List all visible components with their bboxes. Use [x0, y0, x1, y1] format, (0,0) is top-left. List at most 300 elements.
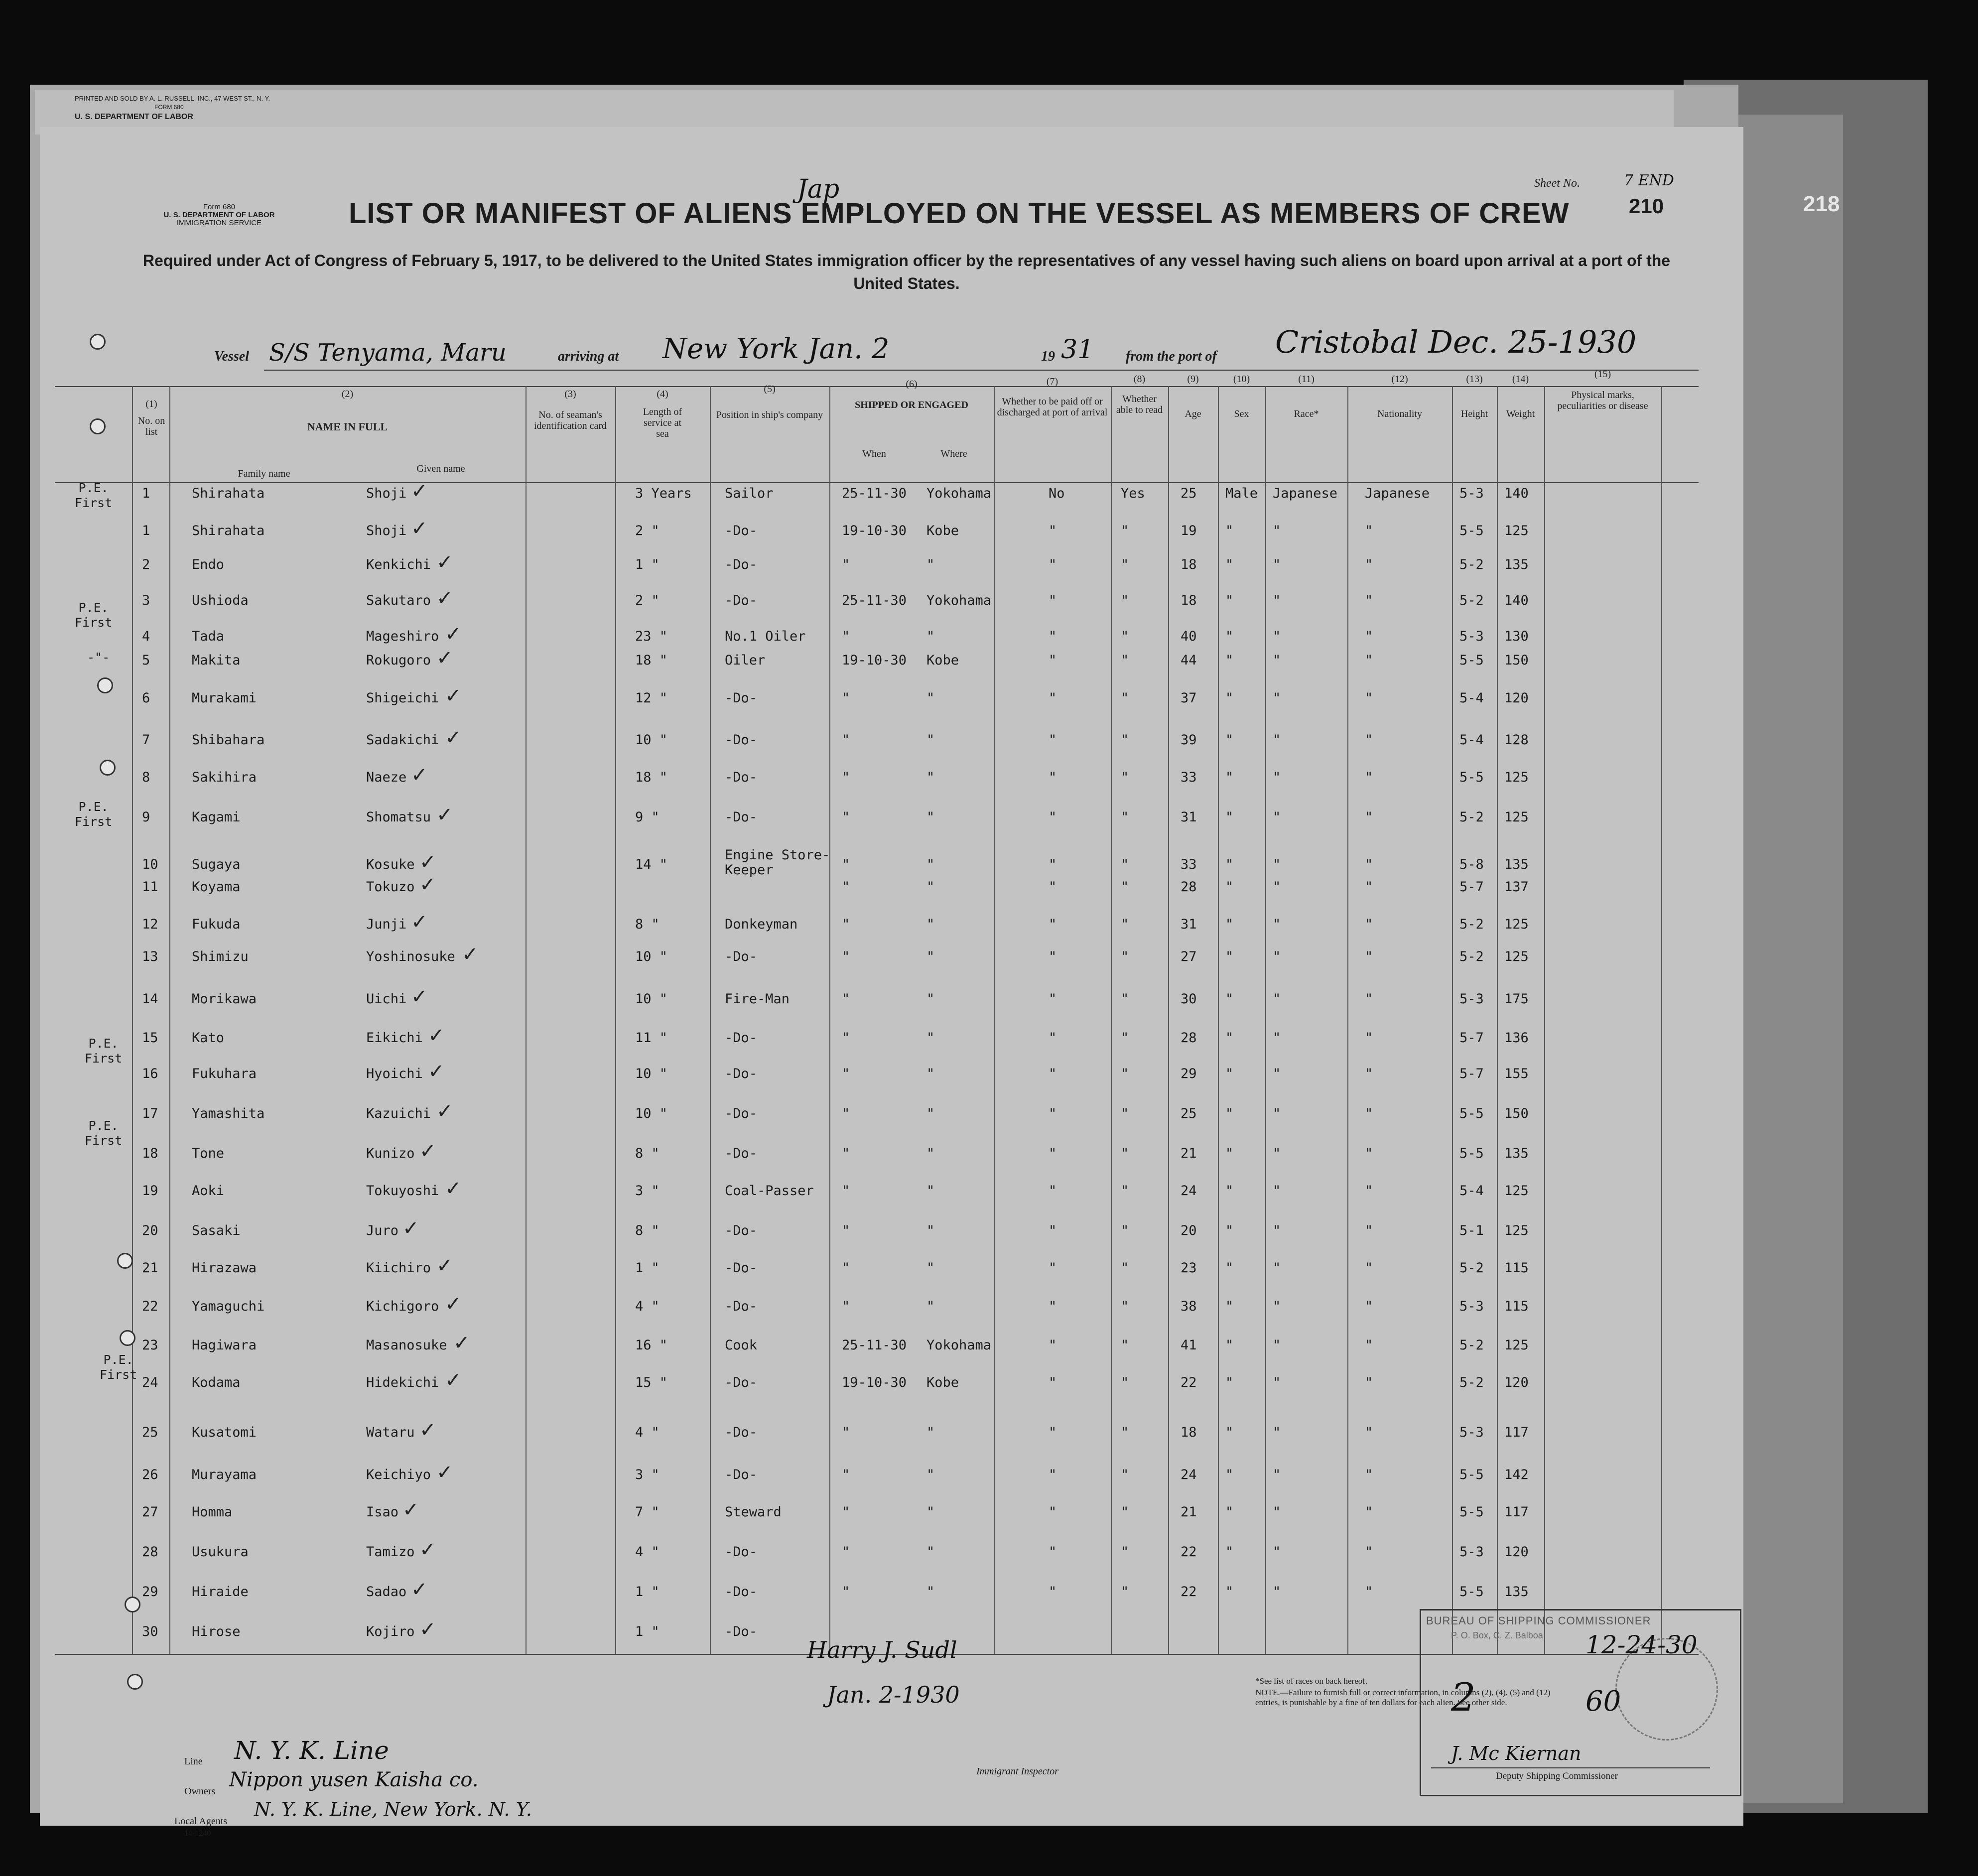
- age: 37: [1181, 690, 1197, 706]
- check-mark-icon: ✓: [411, 1578, 428, 1601]
- given-name: Shomatsu: [366, 809, 431, 825]
- table-row: [0, 764, 1978, 800]
- family-name: Endo: [192, 557, 225, 572]
- shipped-where: ": [926, 1504, 935, 1520]
- age: 33: [1181, 857, 1197, 872]
- able-to-read: ": [1121, 732, 1129, 748]
- sex: ": [1225, 1504, 1234, 1520]
- height: 5-2: [1459, 557, 1484, 572]
- paid-off: ": [1049, 857, 1057, 872]
- shipped-where: ": [926, 690, 935, 706]
- height: 5-7: [1459, 1066, 1484, 1081]
- stamp-date: 12-24-30: [1585, 1630, 1698, 1659]
- check-mark-icon: ✓: [462, 943, 479, 966]
- nationality: Japanese: [1365, 486, 1430, 501]
- stamp-signature: J. Mc Kiernan: [1451, 1742, 1582, 1764]
- able-to-read: ": [1121, 653, 1129, 668]
- nationality: ": [1365, 1030, 1373, 1046]
- given-name: Shoji: [366, 523, 407, 538]
- sex: ": [1225, 809, 1234, 825]
- punch-hole: [90, 418, 106, 434]
- row-number: 17: [142, 1106, 158, 1121]
- length-of-service: 10 ": [635, 991, 668, 1007]
- given-name: Kosuke: [366, 857, 415, 872]
- nationality: ": [1365, 1260, 1373, 1276]
- nationality: ": [1365, 629, 1373, 644]
- family-name: Fukuhara: [192, 1066, 257, 1081]
- length-of-service: 3 ": [635, 1183, 659, 1199]
- length-of-service: 9 ": [635, 809, 659, 825]
- given-name: Tamizo: [366, 1544, 415, 1560]
- race: ": [1273, 690, 1281, 706]
- able-to-read: ": [1121, 690, 1129, 706]
- position: Coal-Passer: [725, 1183, 814, 1199]
- race: ": [1273, 523, 1281, 538]
- given-name: Junji: [366, 917, 407, 932]
- table-row: [0, 1177, 1978, 1213]
- row-number: 9: [142, 809, 150, 825]
- footer-line-label: Line: [184, 1756, 203, 1767]
- stamp-sub: P. O. Box, C. Z. Balboa: [1451, 1630, 1543, 1640]
- row-number: 19: [142, 1183, 158, 1199]
- sex: ": [1225, 1584, 1234, 1600]
- sex: ": [1225, 1299, 1234, 1314]
- position: Sailor: [725, 486, 774, 501]
- length-of-service: 3 ": [635, 1467, 659, 1482]
- able-to-read: ": [1121, 1338, 1129, 1353]
- family-name: Morikawa: [192, 991, 257, 1007]
- table-row: [0, 1024, 1978, 1060]
- family-name: Shimizu: [192, 949, 249, 964]
- paid-off: ": [1049, 1146, 1057, 1161]
- position: -Do-: [725, 1260, 758, 1276]
- margin-note: P.E. First: [75, 800, 113, 829]
- row-number: 11: [142, 879, 158, 895]
- position: -Do-: [725, 1146, 758, 1161]
- col6-header: (6) SHIPPED OR ENGAGED: [855, 379, 968, 410]
- nationality: ": [1365, 690, 1373, 706]
- family-name: Kato: [192, 1030, 225, 1046]
- weight: 125: [1504, 1223, 1529, 1238]
- position: -Do-: [725, 1030, 758, 1046]
- check-mark-icon: ✓: [402, 1498, 419, 1521]
- family-name: Shirahata: [192, 486, 265, 501]
- check-mark-icon: ✓: [436, 587, 453, 610]
- paid-off: ": [1049, 1066, 1057, 1081]
- paid-off: ": [1049, 653, 1057, 668]
- able-to-read: ": [1121, 523, 1129, 538]
- weight: 142: [1504, 1467, 1529, 1482]
- height: 5-5: [1459, 1504, 1484, 1520]
- col13-header: (13) Height: [1460, 374, 1488, 419]
- paid-off: ": [1049, 1183, 1057, 1199]
- given-name: Keichiyo: [366, 1467, 431, 1482]
- nationality: ": [1365, 949, 1373, 964]
- printer-form: FORM 680: [154, 104, 184, 111]
- shipped-when: ": [842, 991, 850, 1007]
- col3-header: (3) No. of seaman's identification card: [533, 389, 607, 431]
- sex: ": [1225, 1467, 1234, 1482]
- col4-header: (4) Length of service at sea: [643, 389, 682, 439]
- shipped-when: ": [842, 1066, 850, 1081]
- shipped-where: ": [926, 1030, 935, 1046]
- height: 5-3: [1459, 629, 1484, 644]
- height: 5-2: [1459, 1260, 1484, 1276]
- punch-hole: [127, 1674, 143, 1690]
- race: ": [1273, 1183, 1281, 1199]
- sex: ": [1225, 1030, 1234, 1046]
- family-name: Tada: [192, 629, 225, 644]
- length-of-service: 10 ": [635, 949, 668, 964]
- sex: ": [1225, 1183, 1234, 1199]
- shipped-when: ": [842, 809, 850, 825]
- table-row: [0, 1217, 1978, 1253]
- length-of-service: 10 ": [635, 1106, 668, 1121]
- age: 21: [1181, 1146, 1197, 1161]
- length-of-service: 10 ": [635, 732, 668, 748]
- table-row: [0, 911, 1978, 946]
- sex: ": [1225, 1544, 1234, 1560]
- row-number: 24: [142, 1375, 158, 1390]
- shipped-where: ": [926, 557, 935, 572]
- table-row: [0, 1332, 1978, 1367]
- shipped-where: ": [926, 770, 935, 785]
- position: -Do-: [725, 1066, 758, 1081]
- age: 18: [1181, 1425, 1197, 1440]
- weight: 117: [1504, 1425, 1529, 1440]
- race: ": [1273, 917, 1281, 932]
- check-mark-icon: ✓: [411, 517, 428, 540]
- sex: ": [1225, 1106, 1234, 1121]
- given-name: Kichigoro: [366, 1299, 439, 1314]
- row-number: 23: [142, 1338, 158, 1353]
- able-to-read: ": [1121, 917, 1129, 932]
- length-of-service: 14 ": [635, 857, 668, 872]
- table-row: [0, 985, 1978, 1021]
- given-name: Tokuzo: [366, 879, 415, 895]
- shipped-where: ": [926, 1223, 935, 1238]
- able-to-read: ": [1121, 1544, 1129, 1560]
- length-of-service: 3 Years: [635, 486, 692, 501]
- position: -Do-: [725, 1375, 758, 1390]
- table-row: [0, 1419, 1978, 1455]
- check-mark-icon: ✓: [402, 1217, 419, 1240]
- age: 18: [1181, 557, 1197, 572]
- shipped-when: ": [842, 1223, 850, 1238]
- annotation-top: Jap: [797, 174, 840, 204]
- given-name: Shoji: [366, 486, 407, 501]
- height: 5-4: [1459, 1183, 1484, 1199]
- paid-off: ": [1049, 1299, 1057, 1314]
- table-row: [0, 943, 1978, 979]
- given-name: Uichi: [366, 991, 407, 1007]
- family-name: Yamashita: [192, 1106, 265, 1121]
- nationality: ": [1365, 1338, 1373, 1353]
- from-label: from the port of: [1126, 349, 1217, 364]
- height: 5-3: [1459, 1299, 1484, 1314]
- length-of-service: 7 ": [635, 1504, 659, 1520]
- row-number: 8: [142, 770, 150, 785]
- given-name: Wataru: [366, 1425, 415, 1440]
- height: 5-2: [1459, 1375, 1484, 1390]
- position: -Do-: [725, 732, 758, 748]
- nationality: ": [1365, 991, 1373, 1007]
- form-block: [144, 203, 294, 227]
- race: ": [1273, 1375, 1281, 1390]
- race: ": [1273, 1467, 1281, 1482]
- footer-agents-value: N. Y. K. Line, New York. N. Y.: [254, 1798, 532, 1820]
- race: ": [1273, 1066, 1281, 1081]
- check-mark-icon: ✓: [445, 684, 462, 707]
- family-name: Sasaki: [192, 1223, 241, 1238]
- shipped-when: ": [842, 917, 850, 932]
- race: ": [1273, 1223, 1281, 1238]
- age: 19: [1181, 523, 1197, 538]
- height: 5-5: [1459, 1106, 1484, 1121]
- shipped-when: ": [842, 770, 850, 785]
- nationality: ": [1365, 1146, 1373, 1161]
- col1-header: (1) No. on list: [137, 399, 165, 437]
- shipped-where: ": [926, 949, 935, 964]
- arriving-value: New York Jan. 2: [662, 333, 890, 365]
- margin-note: P.E. First: [85, 1118, 123, 1148]
- col6-when: When: [862, 448, 886, 459]
- weight: 125: [1504, 949, 1529, 964]
- check-mark-icon: ✓: [419, 873, 436, 896]
- weight: 137: [1504, 879, 1529, 895]
- position: Oiler: [725, 653, 766, 668]
- given-name: Kiichiro: [366, 1260, 431, 1276]
- height: 5-5: [1459, 653, 1484, 668]
- row-number: 7: [142, 732, 150, 748]
- weight: 125: [1504, 523, 1529, 538]
- family-name: Ushioda: [192, 593, 249, 608]
- stamp-header: BUREAU OF SHIPPING COMMISSIONER: [1426, 1614, 1651, 1627]
- table-row: [0, 551, 1978, 587]
- check-mark-icon: ✓: [411, 911, 428, 934]
- weight: 135: [1504, 557, 1529, 572]
- sex: ": [1225, 629, 1234, 644]
- given-name: Kunizo: [366, 1146, 415, 1161]
- paid-off: No: [1049, 486, 1065, 501]
- table-row: [0, 1498, 1978, 1534]
- sex: ": [1225, 1146, 1234, 1161]
- shipped-where: ": [926, 1299, 935, 1314]
- row-number: 15: [142, 1030, 158, 1046]
- row-number: 27: [142, 1504, 158, 1520]
- paid-off: ": [1049, 1223, 1057, 1238]
- margin-note: P.E. First: [75, 481, 113, 510]
- position: -Do-: [725, 1544, 758, 1560]
- sex: ": [1225, 949, 1234, 964]
- family-name: Hiraide: [192, 1584, 249, 1600]
- length-of-service: 12 ": [635, 690, 668, 706]
- given-name: Hidekichi: [366, 1375, 439, 1390]
- sheet-label: Sheet No.: [1534, 177, 1580, 190]
- race: ": [1273, 1030, 1281, 1046]
- shipped-when: ": [842, 1183, 850, 1199]
- shipped-when: ": [842, 1504, 850, 1520]
- family-name: Shibahara: [192, 732, 265, 748]
- weight: 128: [1504, 732, 1529, 748]
- able-to-read: ": [1121, 1467, 1129, 1482]
- able-to-read: ": [1121, 1425, 1129, 1440]
- family-name: Aoki: [192, 1183, 225, 1199]
- able-to-read: ": [1121, 1066, 1129, 1081]
- shipped-when: 25-11-30: [842, 486, 907, 501]
- given-name: Sakutaro: [366, 593, 431, 608]
- table-row: [0, 1140, 1978, 1176]
- col9-header: (9) Age: [1185, 374, 1201, 419]
- shipped-when: ": [842, 557, 850, 572]
- family-name: Murakami: [192, 690, 257, 706]
- row-number: 4: [142, 629, 150, 644]
- stamp-deputy: Deputy Shipping Commissioner: [1496, 1771, 1618, 1781]
- nationality: ": [1365, 1584, 1373, 1600]
- shipped-where: ": [926, 917, 935, 932]
- family-name: Hagiwara: [192, 1338, 257, 1353]
- check-mark-icon: ✓: [453, 1332, 470, 1354]
- nationality: ": [1365, 917, 1373, 932]
- paid-off: ": [1049, 629, 1057, 644]
- row-number: 14: [142, 991, 158, 1007]
- length-of-service: 16 ": [635, 1338, 668, 1353]
- shipped-when: ": [842, 1030, 850, 1046]
- table-row: [0, 1100, 1978, 1136]
- nationality: ": [1365, 1223, 1373, 1238]
- row-number: 6: [142, 690, 150, 706]
- row-number: 16: [142, 1066, 158, 1081]
- check-mark-icon: ✓: [411, 985, 428, 1008]
- table-row: [0, 804, 1978, 839]
- shipped-where: ": [926, 991, 935, 1007]
- shipped-where: ": [926, 1544, 935, 1560]
- family-name: Murayama: [192, 1467, 257, 1482]
- position: Cook: [725, 1338, 758, 1353]
- race: Japanese: [1273, 486, 1338, 501]
- length-of-service: 4 ": [635, 1299, 659, 1314]
- given-name: Kenkichi: [366, 557, 431, 572]
- height: 5-4: [1459, 732, 1484, 748]
- height: 5-8: [1459, 857, 1484, 872]
- family-name: Makita: [192, 653, 241, 668]
- able-to-read: ": [1121, 629, 1129, 644]
- check-mark-icon: ✓: [419, 1419, 436, 1442]
- vessel-value: S/S Tenyama, Maru: [269, 339, 507, 367]
- form-service: IMMIGRATION SERVICE: [176, 219, 262, 227]
- age: 18: [1181, 593, 1197, 608]
- check-mark-icon: ✓: [428, 1024, 445, 1047]
- vessel-label: Vessel: [214, 349, 249, 364]
- race: ": [1273, 857, 1281, 872]
- position: -Do-: [725, 593, 758, 608]
- footer-agents-label: Local Agents: [174, 1816, 228, 1827]
- length-of-service: 2 ": [635, 523, 659, 538]
- footer-form-code: 14-1240: [184, 1829, 211, 1838]
- age: 38: [1181, 1299, 1197, 1314]
- able-to-read: ": [1121, 557, 1129, 572]
- shipping-commissioner-stamp: [1420, 1609, 1741, 1796]
- length-of-service: 1 ": [635, 557, 659, 572]
- paid-off: ": [1049, 1030, 1057, 1046]
- able-to-read: ": [1121, 857, 1129, 872]
- col5-header: (5) Position in ship's company: [716, 384, 823, 420]
- age: 23: [1181, 1260, 1197, 1276]
- weight: 115: [1504, 1260, 1529, 1276]
- age: 41: [1181, 1338, 1197, 1353]
- nationality: ": [1365, 1504, 1373, 1520]
- race: ": [1273, 593, 1281, 608]
- check-mark-icon: ✓: [419, 1538, 436, 1561]
- paid-off: ": [1049, 1584, 1057, 1600]
- able-to-read: ": [1121, 1183, 1129, 1199]
- weight: 140: [1504, 593, 1529, 608]
- sex: ": [1225, 991, 1234, 1007]
- length-of-service: 18 ": [635, 653, 668, 668]
- sex: ": [1225, 1223, 1234, 1238]
- age: 21: [1181, 1504, 1197, 1520]
- col6-where: Where: [940, 448, 967, 459]
- given-name: Isao: [366, 1504, 399, 1520]
- height: 5-5: [1459, 770, 1484, 785]
- from-value: Cristobal Dec. 25-1930: [1275, 324, 1637, 360]
- race: ": [1273, 1260, 1281, 1276]
- shipped-when: 25-11-30: [842, 593, 907, 608]
- race: ": [1273, 557, 1281, 572]
- height: 5-4: [1459, 690, 1484, 706]
- weight: 125: [1504, 770, 1529, 785]
- check-mark-icon: ✓: [445, 1369, 462, 1392]
- shipped-where: Yokohama: [926, 486, 992, 501]
- position: -Do-: [725, 809, 758, 825]
- age: 24: [1181, 1183, 1197, 1199]
- nationality: ": [1365, 770, 1373, 785]
- nationality: ": [1365, 1425, 1373, 1440]
- shipped-where: Yokohama: [926, 593, 992, 608]
- shipped-where: Yokohama: [926, 1338, 992, 1353]
- row-number: 20: [142, 1223, 158, 1238]
- sex: ": [1225, 690, 1234, 706]
- shipped-where: ": [926, 1146, 935, 1161]
- check-mark-icon: ✓: [436, 647, 453, 670]
- position: -Do-: [725, 1425, 758, 1440]
- family-name: Koyama: [192, 879, 241, 895]
- height: 5-7: [1459, 879, 1484, 895]
- length-of-service: 11 ": [635, 1030, 668, 1046]
- weight: 115: [1504, 1299, 1529, 1314]
- weight: 136: [1504, 1030, 1529, 1046]
- paid-off: ": [1049, 1375, 1057, 1390]
- able-to-read: ": [1121, 1030, 1129, 1046]
- footer-owners-value: Nippon yusen Kaisha co.: [229, 1768, 479, 1791]
- height: 5-5: [1459, 523, 1484, 538]
- age: 25: [1181, 1106, 1197, 1121]
- weight: 120: [1504, 1375, 1529, 1390]
- row-number: 28: [142, 1544, 158, 1560]
- length-of-service: 23 ": [635, 629, 668, 644]
- shipped-when: ": [842, 857, 850, 872]
- paid-off: ": [1049, 593, 1057, 608]
- height: 5-2: [1459, 593, 1484, 608]
- height: 5-7: [1459, 1030, 1484, 1046]
- position: -Do-: [725, 1624, 758, 1639]
- age: 22: [1181, 1544, 1197, 1560]
- race: ": [1273, 1584, 1281, 1600]
- able-to-read: ": [1121, 879, 1129, 895]
- able-to-read: ": [1121, 809, 1129, 825]
- given-name: Masanosuke: [366, 1338, 447, 1353]
- paid-off: ": [1049, 879, 1057, 895]
